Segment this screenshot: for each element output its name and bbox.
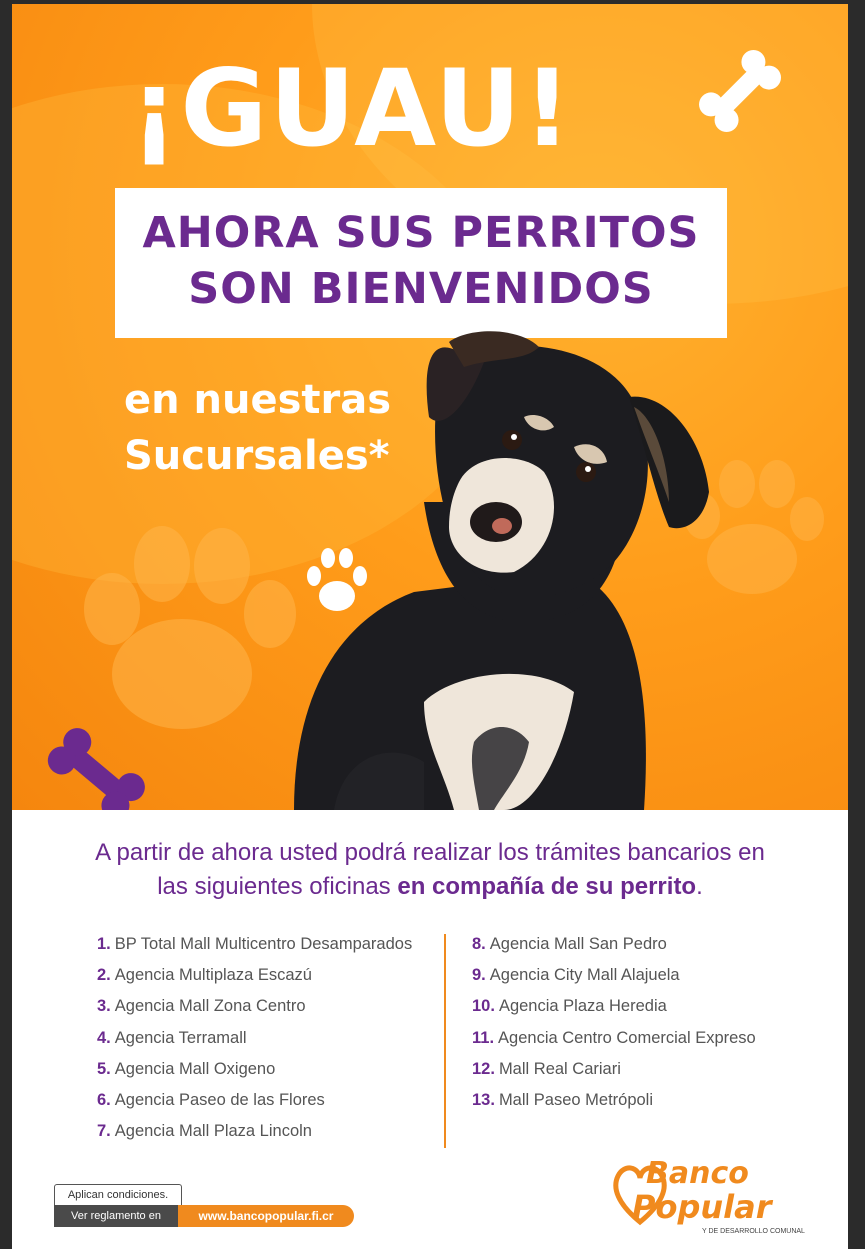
banner-line-1: AHORA SUS PERRITOS xyxy=(142,208,700,258)
office-name: Agencia Mall San Pedro xyxy=(489,935,667,953)
list-item xyxy=(472,991,756,1022)
intro-line-2-plain: las siguientes oficinas xyxy=(157,873,398,900)
banner-line-2: SON BIENVENIDOS xyxy=(188,264,654,314)
office-name: Agencia Mall Oxigeno xyxy=(114,1059,276,1078)
office-number: 11. xyxy=(472,1028,495,1047)
office-name: Agencia Centro Comercial Expreso xyxy=(498,1028,756,1047)
list-item xyxy=(97,991,412,1022)
office-number: 3. xyxy=(97,997,111,1016)
list-item xyxy=(97,1116,412,1147)
bone-icon xyxy=(692,42,788,140)
office-list-right xyxy=(472,929,756,1116)
office-list-left xyxy=(97,929,412,1147)
office-name: BP Total Mall Multicentro Desamparados xyxy=(114,935,413,953)
conditions-label: Aplican condiciones. xyxy=(54,1184,182,1205)
logo-name-line-2: Popular xyxy=(632,1188,772,1226)
office-number: 2. xyxy=(97,966,111,985)
list-item xyxy=(472,1054,756,1085)
intro-line-2-bold: en compañía de su perrito xyxy=(397,873,697,900)
paw-icon xyxy=(52,504,312,744)
list-item xyxy=(472,1085,756,1116)
poster xyxy=(12,4,848,1249)
office-name: Agencia Paseo de las Flores xyxy=(114,1090,325,1109)
office-number: 7. xyxy=(97,1122,111,1141)
office-number: 8. xyxy=(472,935,486,953)
office-name: Agencia Terramall xyxy=(114,1028,247,1047)
column-divider xyxy=(444,934,446,1148)
intro-line-2 xyxy=(52,870,808,904)
office-name: Agencia Multiplaza Escazú xyxy=(114,966,312,985)
banco-popular-logo xyxy=(610,1152,820,1238)
office-number: 4. xyxy=(97,1028,111,1047)
office-name: Agencia Mall Plaza Lincoln xyxy=(114,1122,312,1141)
list-item xyxy=(97,1054,412,1085)
office-number: 9. xyxy=(472,966,486,985)
office-name: Agencia Plaza Heredia xyxy=(498,997,667,1016)
subhead-line-1: en nuestras xyxy=(124,377,392,423)
welcome-banner xyxy=(115,188,727,338)
list-item xyxy=(97,1085,412,1116)
office-number: 13. xyxy=(472,1090,495,1109)
list-item xyxy=(472,960,756,991)
office-number: 5. xyxy=(97,1059,111,1078)
intro-line-2-end: . xyxy=(696,873,703,900)
logo-name-line-1: Banco xyxy=(646,1156,749,1191)
regulation-label: Ver reglamento en xyxy=(54,1205,178,1227)
logo-tagline: Y DE DESARROLLO COMUNAL xyxy=(702,1228,805,1235)
office-number: 6. xyxy=(97,1090,111,1109)
office-number: 1. xyxy=(97,935,111,953)
intro-line-1: A partir de ahora usted podrá realizar los trámites bancarios en xyxy=(95,839,765,866)
bone-icon xyxy=(42,728,152,810)
headline: ¡GUAU! xyxy=(130,47,574,170)
list-item xyxy=(97,1023,412,1054)
list-item xyxy=(97,960,412,991)
list-item xyxy=(97,929,412,960)
hero-section xyxy=(12,4,848,810)
list-item xyxy=(472,929,756,960)
list-item xyxy=(472,1023,756,1054)
regulation-link[interactable]: www.bancopopular.fi.cr xyxy=(178,1205,354,1227)
dog-photo xyxy=(274,322,714,810)
office-name: Mall Paseo Metrópoli xyxy=(498,1090,654,1109)
office-number: 10. xyxy=(472,997,495,1016)
intro-text xyxy=(52,836,808,904)
office-number: 12. xyxy=(472,1059,495,1078)
office-name: Agencia Mall Zona Centro xyxy=(114,997,306,1016)
office-name: Agencia City Mall Alajuela xyxy=(489,966,680,985)
subhead-line-2: Sucursales* xyxy=(124,433,390,479)
office-name: Mall Real Cariari xyxy=(498,1059,621,1078)
